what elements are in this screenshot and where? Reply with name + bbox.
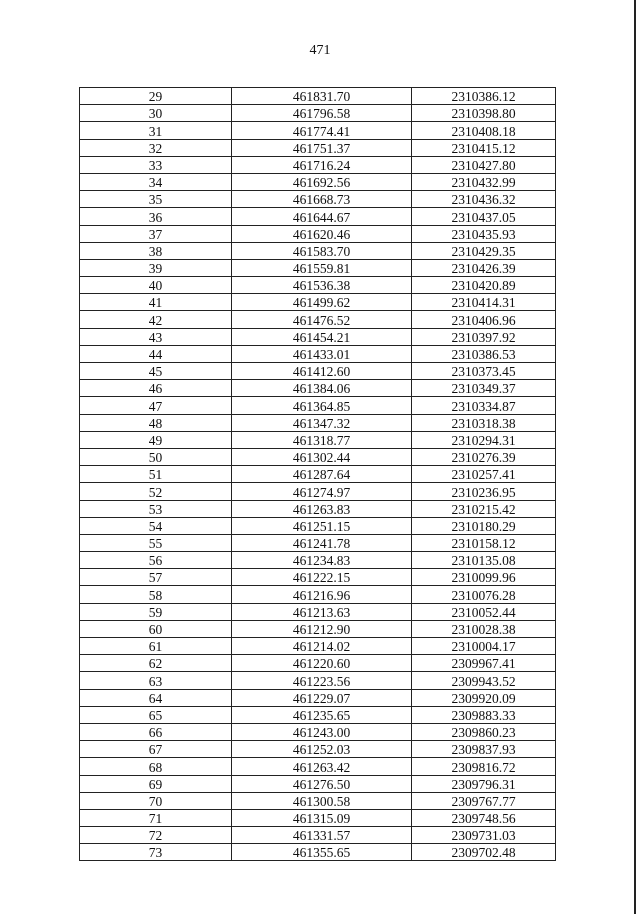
y-coordinate-cell: 2310420.89 [412,277,556,294]
table-row [80,483,556,500]
x-coordinate-cell: 461263.42 [232,758,412,775]
y-coordinate-cell: 2310406.96 [412,311,556,328]
x-coordinate-cell: 461454.21 [232,328,412,345]
point-number-cell: 44 [80,345,232,362]
y-coordinate-cell: 2310436.32 [412,191,556,208]
coordinates-table [79,87,556,861]
y-coordinate-cell: 2309920.09 [412,689,556,706]
y-coordinate-cell: 2310386.53 [412,345,556,362]
table-row [80,242,556,259]
y-coordinate-cell: 2309767.77 [412,792,556,809]
table-row [80,534,556,551]
table-row [80,397,556,414]
table-row [80,827,556,844]
x-coordinate-cell: 461364.85 [232,397,412,414]
y-coordinate-cell: 2310318.38 [412,414,556,431]
x-coordinate-cell: 461331.57 [232,827,412,844]
table-row [80,311,556,328]
table-row [80,672,556,689]
point-number-cell: 54 [80,517,232,534]
point-number-cell: 34 [80,173,232,190]
x-coordinate-cell: 461212.90 [232,620,412,637]
table-row [80,620,556,637]
point-number-cell: 56 [80,552,232,569]
x-coordinate-cell: 461347.32 [232,414,412,431]
y-coordinate-cell: 2310215.42 [412,500,556,517]
point-number-cell: 60 [80,620,232,637]
x-coordinate-cell: 461263.83 [232,500,412,517]
x-coordinate-cell: 461499.62 [232,294,412,311]
table-row [80,792,556,809]
point-number-cell: 57 [80,569,232,586]
table-row [80,208,556,225]
table-row [80,294,556,311]
point-number-cell: 53 [80,500,232,517]
x-coordinate-cell: 461774.41 [232,122,412,139]
y-coordinate-cell: 2310276.39 [412,448,556,465]
x-coordinate-cell: 461476.52 [232,311,412,328]
point-number-cell: 33 [80,156,232,173]
y-coordinate-cell: 2310397.92 [412,328,556,345]
table-row [80,844,556,861]
x-coordinate-cell: 461222.15 [232,569,412,586]
y-coordinate-cell: 2309837.93 [412,741,556,758]
table-row [80,758,556,775]
point-number-cell: 65 [80,706,232,723]
table-row [80,517,556,534]
table-row [80,586,556,603]
table-row [80,723,556,740]
x-coordinate-cell: 461583.70 [232,242,412,259]
page-number: 471 [309,43,331,58]
point-number-cell: 72 [80,827,232,844]
y-coordinate-cell: 2310426.39 [412,259,556,276]
y-coordinate-cell: 2310076.28 [412,586,556,603]
x-coordinate-cell: 461229.07 [232,689,412,706]
x-coordinate-cell: 461213.63 [232,603,412,620]
y-coordinate-cell: 2310386.12 [412,88,556,105]
x-coordinate-cell: 461274.97 [232,483,412,500]
point-number-cell: 38 [80,242,232,259]
x-coordinate-cell: 461243.00 [232,723,412,740]
y-coordinate-cell: 2310432.99 [412,173,556,190]
x-coordinate-cell: 461751.37 [232,139,412,156]
table-row [80,105,556,122]
x-coordinate-cell: 461214.02 [232,638,412,655]
x-coordinate-cell: 461251.15 [232,517,412,534]
y-coordinate-cell: 2310427.80 [412,156,556,173]
point-number-cell: 55 [80,534,232,551]
table-row [80,706,556,723]
y-coordinate-cell: 2309883.33 [412,706,556,723]
point-number-cell: 50 [80,448,232,465]
y-coordinate-cell: 2309702.48 [412,844,556,861]
table-row [80,380,556,397]
y-coordinate-cell: 2310415.12 [412,139,556,156]
table-row [80,638,556,655]
y-coordinate-cell: 2310414.31 [412,294,556,311]
y-coordinate-cell: 2310334.87 [412,397,556,414]
point-number-cell: 31 [80,122,232,139]
y-coordinate-cell: 2310028.38 [412,620,556,637]
y-coordinate-cell: 2310437.05 [412,208,556,225]
x-coordinate-cell: 461668.73 [232,191,412,208]
x-coordinate-cell: 461223.56 [232,672,412,689]
table-row [80,655,556,672]
y-coordinate-cell: 2310429.35 [412,242,556,259]
point-number-cell: 61 [80,638,232,655]
y-coordinate-cell: 2310373.45 [412,363,556,380]
table-row [80,741,556,758]
point-number-cell: 49 [80,431,232,448]
x-coordinate-cell: 461559.81 [232,259,412,276]
table-row [80,328,556,345]
x-coordinate-cell: 461216.96 [232,586,412,603]
point-number-cell: 48 [80,414,232,431]
x-coordinate-cell: 461644.67 [232,208,412,225]
y-coordinate-cell: 2310004.17 [412,638,556,655]
x-coordinate-cell: 461315.09 [232,809,412,826]
table-row [80,466,556,483]
table-row [80,809,556,826]
y-coordinate-cell: 2310158.12 [412,534,556,551]
x-coordinate-cell: 461796.58 [232,105,412,122]
point-number-cell: 68 [80,758,232,775]
point-number-cell: 36 [80,208,232,225]
table-row [80,139,556,156]
table-row [80,603,556,620]
y-coordinate-cell: 2309860.23 [412,723,556,740]
x-coordinate-cell: 461412.60 [232,363,412,380]
y-coordinate-cell: 2310349.37 [412,380,556,397]
y-coordinate-cell: 2310257.41 [412,466,556,483]
point-number-cell: 58 [80,586,232,603]
point-number-cell: 70 [80,792,232,809]
table-row [80,569,556,586]
x-coordinate-cell: 461300.58 [232,792,412,809]
point-number-cell: 41 [80,294,232,311]
x-coordinate-cell: 461276.50 [232,775,412,792]
x-coordinate-cell: 461241.78 [232,534,412,551]
table-row [80,431,556,448]
x-coordinate-cell: 461220.60 [232,655,412,672]
table-row [80,448,556,465]
point-number-cell: 42 [80,311,232,328]
x-coordinate-cell: 461318.77 [232,431,412,448]
y-coordinate-cell: 2310294.31 [412,431,556,448]
table-row [80,345,556,362]
y-coordinate-cell: 2310099.96 [412,569,556,586]
y-coordinate-cell: 2309796.31 [412,775,556,792]
x-coordinate-cell: 461716.24 [232,156,412,173]
y-coordinate-cell: 2310408.18 [412,122,556,139]
point-number-cell: 62 [80,655,232,672]
table-row [80,156,556,173]
point-number-cell: 59 [80,603,232,620]
table-row [80,689,556,706]
point-number-cell: 66 [80,723,232,740]
x-coordinate-cell: 461692.56 [232,173,412,190]
y-coordinate-cell: 2309967.41 [412,655,556,672]
point-number-cell: 64 [80,689,232,706]
x-coordinate-cell: 461287.64 [232,466,412,483]
y-coordinate-cell: 2310236.95 [412,483,556,500]
x-coordinate-cell: 461831.70 [232,88,412,105]
x-coordinate-cell: 461433.01 [232,345,412,362]
x-coordinate-cell: 461235.65 [232,706,412,723]
x-coordinate-cell: 461302.44 [232,448,412,465]
table-body [80,88,556,861]
point-number-cell: 30 [80,105,232,122]
table-row [80,552,556,569]
table-row [80,173,556,190]
point-number-cell: 39 [80,259,232,276]
y-coordinate-cell: 2310135.08 [412,552,556,569]
x-coordinate-cell: 461536.38 [232,277,412,294]
table-row [80,414,556,431]
point-number-cell: 73 [80,844,232,861]
point-number-cell: 40 [80,277,232,294]
point-number-cell: 35 [80,191,232,208]
y-coordinate-cell: 2310052.44 [412,603,556,620]
point-number-cell: 32 [80,139,232,156]
point-number-cell: 29 [80,88,232,105]
x-coordinate-cell: 461620.46 [232,225,412,242]
x-coordinate-cell: 461355.65 [232,844,412,861]
y-coordinate-cell: 2310398.80 [412,105,556,122]
point-number-cell: 51 [80,466,232,483]
x-coordinate-cell: 461234.83 [232,552,412,569]
point-number-cell: 46 [80,380,232,397]
point-number-cell: 69 [80,775,232,792]
table-row [80,259,556,276]
y-coordinate-cell: 2310435.93 [412,225,556,242]
point-number-cell: 52 [80,483,232,500]
point-number-cell: 63 [80,672,232,689]
y-coordinate-cell: 2309816.72 [412,758,556,775]
table-row [80,225,556,242]
table-row [80,122,556,139]
point-number-cell: 43 [80,328,232,345]
table-row [80,88,556,105]
table-row [80,500,556,517]
x-coordinate-cell: 461384.06 [232,380,412,397]
y-coordinate-cell: 2309943.52 [412,672,556,689]
x-coordinate-cell: 461252.03 [232,741,412,758]
point-number-cell: 47 [80,397,232,414]
table-row [80,363,556,380]
point-number-cell: 67 [80,741,232,758]
y-coordinate-cell: 2310180.29 [412,517,556,534]
y-coordinate-cell: 2309731.03 [412,827,556,844]
table-row [80,191,556,208]
table-row [80,775,556,792]
point-number-cell: 71 [80,809,232,826]
point-number-cell: 37 [80,225,232,242]
table-row [80,277,556,294]
y-coordinate-cell: 2309748.56 [412,809,556,826]
point-number-cell: 45 [80,363,232,380]
